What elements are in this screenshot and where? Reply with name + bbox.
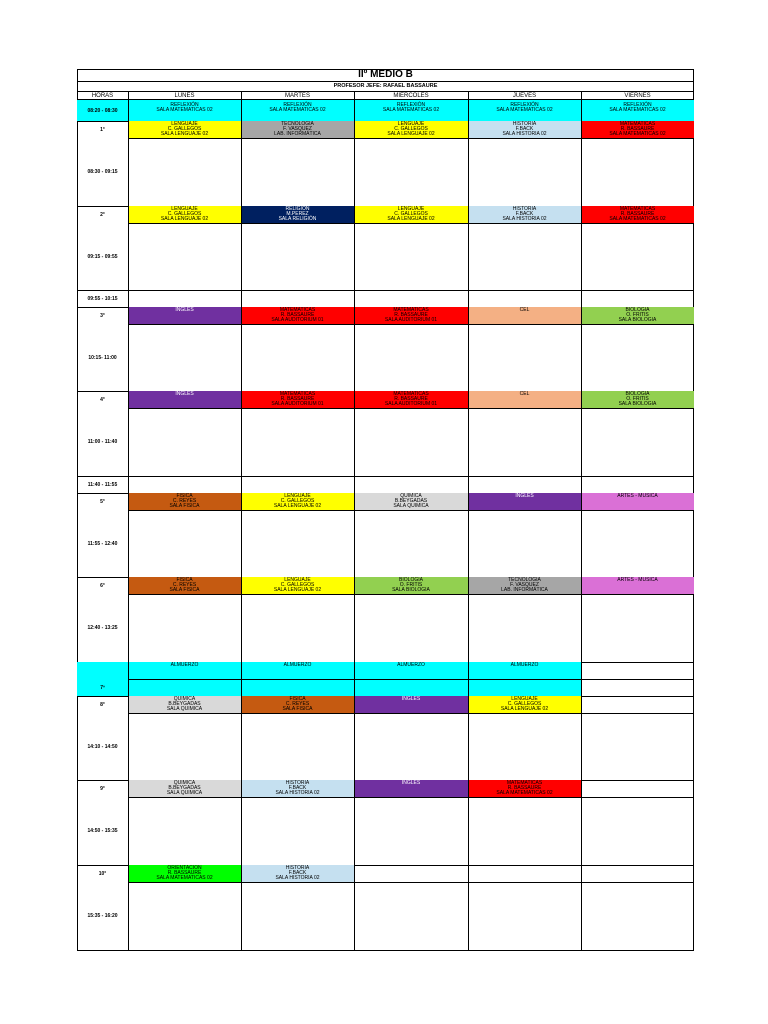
grid-line (468, 290, 469, 307)
class-block[interactable] (128, 493, 241, 510)
grid-line (468, 391, 469, 476)
subject-label: REFLEXIÓN (283, 102, 312, 108)
grid-line (354, 577, 355, 662)
class-block[interactable] (241, 121, 354, 138)
class-block[interactable] (468, 206, 581, 223)
teacher-label: B.BEYGADAS (168, 700, 201, 707)
subject-label: MATEMATICAS (506, 780, 543, 786)
hour-label: 08:20 - 08:30 (77, 100, 128, 121)
class-block[interactable] (241, 493, 354, 510)
hour-label: 7º (77, 679, 128, 696)
lunch-fill (77, 662, 128, 679)
teacher-label: C. GALLEGOS (394, 210, 428, 217)
teacher-label: O. FRITIS (626, 395, 649, 402)
class-block[interactable] (128, 391, 241, 408)
grid-line (581, 577, 582, 662)
room-label: SALA HISTORIA 02 (275, 789, 320, 796)
grid-line (354, 391, 355, 476)
teacher-label: SALA MATEMATICAS 02 (496, 107, 553, 114)
teacher-label: R. BASSAURE (394, 311, 428, 318)
grid-line (354, 121, 355, 206)
room-label: SALA LENGUAJE 02 (387, 215, 435, 222)
subject-label: INGLÉS (175, 307, 194, 313)
subject-label: QUIMICA (173, 696, 196, 702)
grid-line (241, 476, 242, 493)
grid-line (468, 662, 469, 696)
room-label: SALA HISTORIA 02 (502, 215, 547, 222)
period-number: 3° (100, 312, 105, 319)
subject-label: HISTORIA (512, 121, 537, 127)
grid-line (581, 780, 582, 865)
grid-line (581, 662, 582, 696)
subject-label: ALMUERZO (397, 662, 425, 668)
room-label: SALA LENGUAJE 02 (500, 705, 549, 712)
class-block[interactable] (468, 391, 581, 408)
teacher-label: F.BACK (288, 869, 307, 876)
grid-line (128, 713, 694, 714)
teacher-label: O. FRITIS (399, 581, 423, 588)
teacher-label: R. BASSAURE (280, 311, 315, 318)
period-time: 12:40 - 13:25 (87, 625, 118, 631)
subject-label: CEL (519, 307, 530, 313)
grid-line (581, 307, 582, 391)
subject-label: TECNOLOGIA (508, 577, 541, 583)
grid-line (468, 121, 469, 206)
class-block[interactable] (581, 577, 694, 594)
schedule-sheet (77, 69, 694, 951)
class-block[interactable] (128, 662, 241, 679)
subject-label: LENGUAJE (511, 696, 538, 702)
class-block[interactable] (468, 100, 581, 121)
grid-line (128, 865, 129, 950)
room-label: SALA LENGUAJE 02 (160, 130, 209, 137)
teacher-label: SALA MATEMATICAS 02 (269, 107, 326, 114)
subject-label: RELIGIÓN (285, 206, 310, 212)
period-number: 1° (100, 126, 105, 133)
grid-line (354, 91, 355, 100)
room-label: SALA FISICA (282, 705, 313, 712)
column-header: MIERCOLES (354, 91, 468, 100)
subject-label: FISICA (176, 577, 193, 583)
room-label: SALA AUDITORIUM 01 (271, 316, 324, 323)
teacher-label: F.BACK (515, 125, 534, 132)
period-time: 11:00 - 11:40 (87, 439, 118, 445)
grid-line (241, 577, 242, 662)
class-block[interactable] (241, 391, 354, 408)
class-block[interactable] (468, 493, 581, 510)
subject-label: REFLEXIÓN (396, 102, 426, 108)
class-block[interactable] (581, 121, 694, 138)
teacher-label: C. REYES (285, 700, 310, 707)
grid-line (128, 797, 694, 798)
room-label: LAB. INFORMÁTICA (501, 586, 548, 593)
grid-line (241, 696, 242, 780)
class-block[interactable] (128, 865, 241, 882)
class-block[interactable] (354, 696, 468, 713)
period-time: 14:50 - 15:35 (87, 828, 118, 834)
grid-line (128, 476, 129, 493)
grid-line (468, 91, 469, 100)
subject-label: QUIMICA (173, 780, 196, 786)
teacher-label: O. FRITIS (626, 311, 649, 318)
teacher-label: SALA MATEMATICAS 02 (609, 107, 666, 114)
teacher-label: R. BASSAURE (280, 395, 315, 402)
grid-line (128, 324, 694, 325)
class-block[interactable] (128, 121, 241, 138)
subject-label: ARTES - MUSICA (617, 493, 658, 499)
teacher-label: R. BASSAURE (620, 210, 655, 217)
subject-label: MATEMATICAS (619, 206, 656, 212)
subject-label: ARTES - MUSICA (617, 577, 658, 583)
class-block[interactable] (468, 577, 581, 594)
period-number: 4° (100, 396, 105, 403)
grid-line (128, 391, 129, 476)
period-time: 14:10 - 14:50 (87, 743, 118, 750)
teacher-label: SALA MATEMATICAS 02 (382, 107, 440, 114)
class-block[interactable] (128, 100, 241, 121)
class-block[interactable] (354, 577, 468, 594)
teacher-label: C. GALLEGOS (167, 125, 202, 132)
teacher-label: M.PEREZ (286, 210, 309, 217)
teacher-label: R. BASSAURE (394, 395, 428, 402)
grid-line (581, 206, 582, 290)
grid-line (581, 476, 582, 493)
subject-label: MATEMATICAS (393, 391, 429, 397)
subject-label: REFLEXIÓN (623, 102, 652, 108)
room-label: SALA QUIMICA (166, 705, 203, 712)
room-label: SALA LENGUAJE 02 (160, 215, 209, 222)
teacher-label: C. GALLEGOS (394, 125, 428, 132)
grid-line (354, 696, 355, 780)
subject-label: INGLÉS (401, 696, 421, 702)
grid-line (581, 100, 582, 121)
subject-label: FISICA (289, 696, 306, 702)
page-title: IIº MEDIO B (77, 69, 694, 82)
subject-label: MATEMATICAS (279, 307, 316, 313)
subject-label: MATEMATICAS (393, 307, 429, 313)
grid-line (241, 307, 242, 391)
subject-label: INGLÉS (515, 493, 534, 499)
class-block[interactable] (581, 662, 694, 679)
subject-label: MATEMATICAS (279, 391, 316, 397)
subject-label: REFLEXIÓN (170, 102, 199, 108)
class-block[interactable] (581, 493, 694, 510)
class-block[interactable] (241, 100, 354, 121)
grid-line (581, 865, 582, 950)
teacher-label: F. VASQUEZ (283, 125, 312, 132)
room-label: SALA LENGUAJE 02 (273, 502, 322, 509)
grid-line (128, 679, 694, 680)
grid-line (468, 476, 469, 493)
class-block[interactable] (354, 307, 468, 324)
class-block[interactable] (128, 206, 241, 223)
period-time: 09:15 - 09:55 (87, 253, 118, 260)
room-label: SALA FISICA (169, 502, 200, 509)
grid-line (354, 865, 355, 950)
class-block[interactable] (354, 100, 468, 121)
subject-label: INGLÉS (401, 780, 421, 786)
grid-line (241, 493, 242, 577)
room-label: SALA LENGUAJE 02 (387, 130, 435, 137)
grid-line (128, 493, 129, 577)
column-header: VIERNES (581, 91, 694, 100)
teacher-label: F. VASQUEZ (510, 581, 539, 588)
class-block[interactable] (581, 780, 694, 797)
period-number: 2° (100, 211, 105, 218)
room-label: SALA HISTORIA 02 (275, 874, 320, 881)
grid-line (354, 662, 355, 696)
class-block[interactable] (468, 307, 581, 324)
room-label: SALA MATEMATICAS 02 (496, 789, 553, 796)
subject-label: LENGUAJE (171, 121, 198, 127)
subject-label: ALMUERZO (283, 662, 312, 668)
subject-label: ORIENTACION (167, 865, 202, 871)
class-block[interactable] (241, 662, 354, 679)
grid-line (128, 307, 129, 391)
subject-label: LENGUAJE (171, 206, 198, 212)
grid-line (581, 391, 582, 476)
class-block[interactable] (468, 780, 581, 797)
subject-label: MATEMATICAS (619, 121, 656, 127)
grid-line (128, 696, 129, 780)
grid-line (581, 121, 582, 206)
class-block[interactable] (241, 206, 354, 223)
class-block[interactable] (581, 391, 694, 408)
room-label: SALA QUIMICA (393, 502, 429, 509)
teacher-label: F.BACK (288, 784, 307, 791)
grid-line (241, 391, 242, 476)
class-block[interactable] (354, 865, 468, 882)
subject-label: CEL (519, 391, 530, 397)
period-number: 6° (100, 582, 105, 589)
grid-line (581, 493, 582, 577)
grid-line (77, 950, 694, 951)
subject-label: QUIMICA (400, 493, 422, 499)
grid-line (468, 493, 469, 577)
subject-label: HISTORIA (512, 206, 537, 212)
column-header: JUEVES (468, 91, 581, 100)
class-block[interactable] (468, 662, 581, 679)
class-block[interactable] (354, 121, 468, 138)
grid-line (128, 510, 694, 511)
column-header: LUNES (128, 91, 241, 100)
subject-label: INGLÉS (175, 391, 194, 397)
grid-line (354, 307, 355, 391)
teacher-label: F.BACK (515, 210, 534, 217)
teacher-label: C. GALLEGOS (507, 700, 542, 707)
grid-line (354, 493, 355, 577)
room-label: SALA FISICA (169, 586, 200, 593)
period-number: 8° (100, 701, 105, 708)
grid-line (241, 662, 242, 696)
subject-label: ALMUERZO (170, 662, 199, 668)
subject-label: LENGUAJE (397, 121, 425, 127)
grid-line (468, 577, 469, 662)
room-label: SALA RELIGIÓN (278, 215, 317, 222)
class-block[interactable] (581, 100, 694, 121)
grid-line (128, 882, 694, 883)
class-block[interactable] (581, 865, 694, 882)
teacher-label: C. GALLEGOS (167, 210, 202, 217)
grid-line (468, 307, 469, 391)
subject-label: FISICA (176, 493, 193, 499)
grid-line (241, 121, 242, 206)
class-block[interactable] (581, 307, 694, 324)
grid-line (241, 100, 242, 121)
grid-line (241, 865, 242, 950)
period-time: 11:55 - 12:40 (87, 540, 118, 547)
period-number: 10° (98, 870, 107, 877)
room-label: SALA AUDITORIUM 01 (384, 400, 438, 407)
teacher-label: B.BEYGADAS (394, 497, 428, 504)
grid-line (128, 223, 694, 224)
room-label: SALA BIOLOGIA (392, 586, 430, 593)
lunch-fill (468, 679, 581, 696)
subject-label: LENGUAJE (284, 493, 311, 499)
lunch-fill (241, 679, 354, 696)
teacher-label: C. GALLEGOS (280, 497, 315, 504)
class-block[interactable] (354, 780, 468, 797)
lunch-fill (128, 679, 241, 696)
grid-line (468, 206, 469, 290)
grid-line (128, 91, 129, 100)
grid-line (468, 100, 469, 121)
class-block[interactable] (354, 391, 468, 408)
teacher-label: R. BASSAURE (620, 125, 655, 132)
class-block[interactable] (354, 493, 468, 510)
grid-line (354, 780, 355, 865)
lunch-fill (354, 679, 468, 696)
class-block[interactable] (354, 206, 468, 223)
room-label: SALA LENGUAJE 02 (273, 586, 322, 593)
grid-line (468, 865, 469, 950)
subject-label: HISTORIA (285, 780, 310, 786)
grid-line (581, 91, 582, 100)
grid-line (241, 780, 242, 865)
teacher-label: SALA MATEMATICAS 02 (156, 107, 213, 114)
class-block[interactable] (354, 662, 468, 679)
grid-line (128, 780, 129, 865)
grid-line (77, 476, 694, 477)
class-block[interactable] (581, 696, 694, 713)
class-block[interactable] (128, 780, 241, 797)
grid-line (581, 696, 582, 780)
grid-line (128, 577, 129, 662)
grid-line (241, 206, 242, 290)
subject-label: LENGUAJE (397, 206, 425, 212)
room-label: SALA BIOLOGIA (618, 316, 657, 323)
class-block[interactable] (468, 121, 581, 138)
room-label: SALA MATEMATICAS 02 (609, 215, 666, 222)
grid-line (128, 662, 129, 696)
grid-line (241, 290, 242, 307)
period-time: 10:15- 11:00 (88, 354, 117, 361)
teacher-label: R. BASSAURE (507, 784, 542, 791)
period-number: 5° (100, 498, 105, 505)
grid-line (468, 780, 469, 865)
period-number: 9° (100, 785, 105, 792)
grid-line (128, 206, 129, 290)
subject-label: BIOLOGIA (399, 577, 423, 583)
class-block[interactable] (468, 865, 581, 882)
teacher-label: C. REYES (172, 497, 197, 504)
class-block[interactable] (241, 577, 354, 594)
period-time: 08:30 - 09:15 (87, 169, 118, 175)
recess-time: 09:55 - 10:15 (87, 295, 118, 302)
grid-line (128, 100, 129, 121)
grid-line (241, 91, 242, 100)
room-label: SALA MATEMATICAS 02 (609, 130, 666, 137)
subject-label: HISTORIA (285, 865, 310, 871)
subject-label: REFLEXIÓN (510, 102, 539, 108)
period-time: 15:35 - 16:20 (87, 913, 118, 919)
grid-line (128, 138, 694, 139)
class-block[interactable] (581, 206, 694, 223)
class-block[interactable] (468, 696, 581, 713)
class-block[interactable] (128, 307, 241, 324)
room-label: SALA BIOLOGIA (618, 400, 657, 407)
class-block[interactable] (128, 577, 241, 594)
room-label: SALA MATEMATICAS 02 (156, 874, 213, 881)
room-label: LAB. INFORMÁTICA (274, 130, 321, 137)
subject-label: BIOLOGIA (625, 307, 650, 313)
teacher-label: B.BEYGADAS (168, 784, 201, 791)
subject-label: LENGUAJE (284, 577, 311, 583)
teacher-label: R. BASSAURE (167, 869, 202, 876)
subject-label: ALMUERZO (510, 662, 539, 668)
grid-line (468, 696, 469, 780)
class-block[interactable] (241, 696, 354, 713)
grid-line (128, 121, 129, 206)
room-label: SALA HISTORIA 02 (502, 130, 547, 137)
grid-line (354, 290, 355, 307)
grid-line (354, 206, 355, 290)
room-label: SALA AUDITORIUM 01 (384, 316, 438, 323)
class-block[interactable] (241, 865, 354, 882)
grid-line (77, 290, 694, 291)
grid-line (354, 476, 355, 493)
grid-line (354, 100, 355, 121)
grid-line (581, 290, 582, 307)
subject-label: TECNOLOGIA (281, 121, 314, 127)
grid-line (128, 594, 694, 595)
class-block[interactable] (128, 696, 241, 713)
lunch-fill (581, 679, 694, 696)
grid-line (128, 290, 129, 307)
teacher-label: C. REYES (172, 581, 197, 588)
room-label: SALA QUIMICA (166, 789, 203, 796)
subject-label: BIOLOGIA (625, 391, 650, 397)
teacher-label: C. GALLEGOS (280, 581, 315, 588)
room-label: SALA AUDITORIUM 01 (271, 400, 324, 407)
class-block[interactable] (241, 307, 354, 324)
grid-line (128, 408, 694, 409)
column-header: HORAS (77, 91, 128, 100)
class-block[interactable] (241, 780, 354, 797)
column-header: MARTES (241, 91, 354, 100)
recess-time: 11:40 - 11:55 (87, 481, 118, 488)
subtitle: PROFESOR JEFE: RAFAEL BASSAURE (333, 83, 438, 89)
